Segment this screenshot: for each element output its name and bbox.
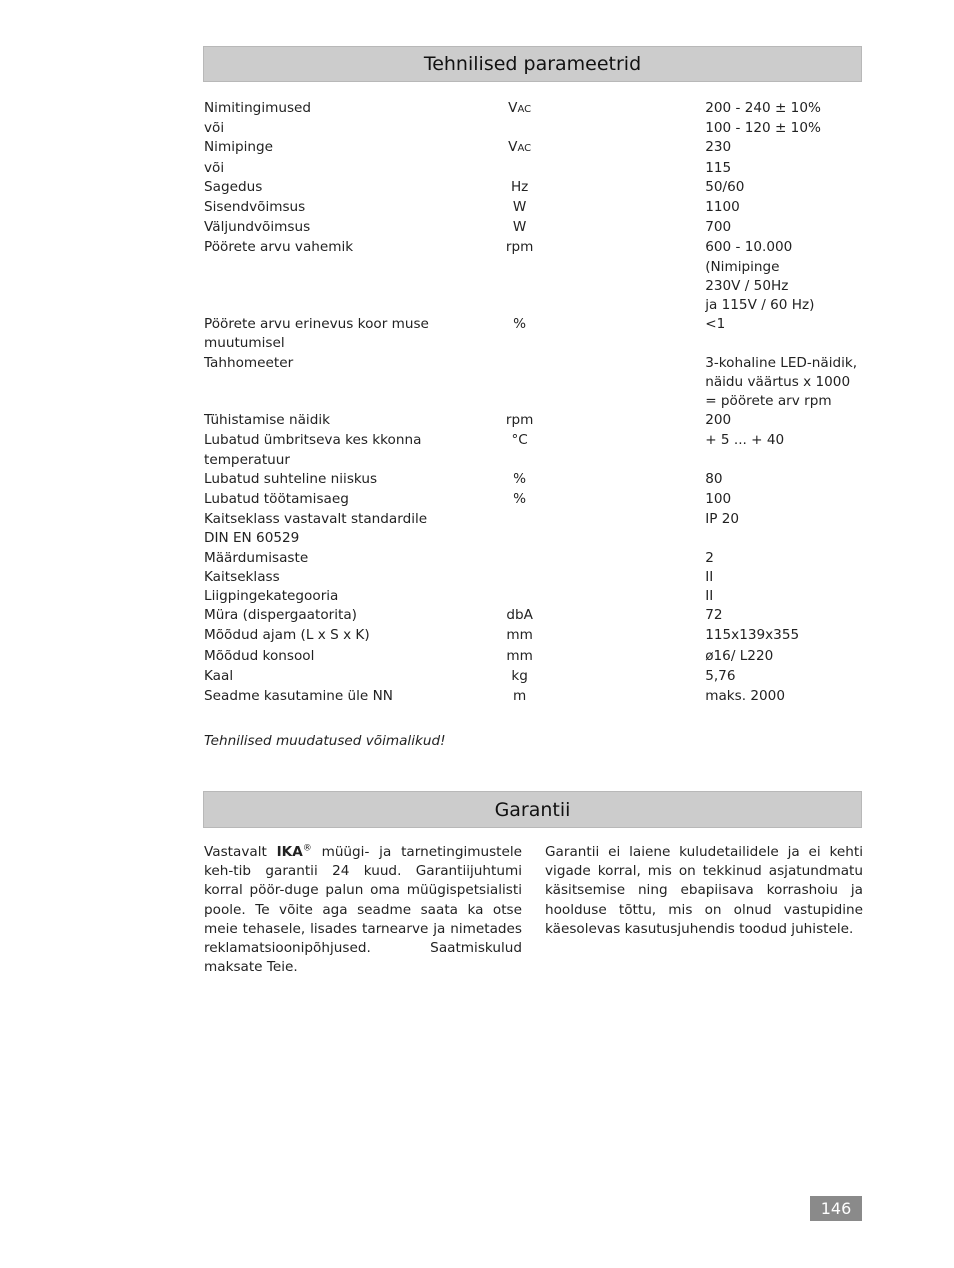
spec-unit [462, 606, 577, 626]
spec-unit [462, 587, 577, 606]
spec-unit-main: dbA [506, 607, 533, 624]
warranty-prefix: Vastavalt [204, 844, 277, 860]
spec-row [204, 568, 864, 587]
spec-unit-main: mm [506, 627, 533, 644]
spec-label: Pöörete arvu vahemik [204, 239, 354, 256]
spec-unit [462, 687, 577, 707]
spec-value: <1 [705, 316, 726, 333]
spec-label: Nimipinge [204, 139, 273, 156]
spec-unit [462, 510, 577, 548]
spec-value: II [705, 588, 714, 605]
spec-unit-main: W [512, 219, 527, 236]
spec-value: 5,76 [705, 667, 736, 684]
spec-row [204, 606, 864, 626]
technical-parameters-heading: Tehnilised parameetrid [203, 46, 862, 82]
spec-value: 600 - 10.000 (Nimipinge 230V / 50Hz ja 115V / 60 Hz) [705, 239, 815, 314]
spec-unit [462, 568, 577, 587]
spec-row [204, 315, 864, 353]
spec-row [204, 411, 864, 431]
spec-value: 50/60 [705, 178, 745, 195]
spec-value: 115x139x355 [705, 627, 800, 644]
spec-label: Lubatud ümbritseva kes kkonna temperatuur [204, 432, 422, 468]
spec-row [204, 470, 864, 490]
spec-unit [462, 490, 577, 510]
warranty-text-right: Garantii ei laiene kuludetailidele ja ei kehti vigade korral, mis on tekkinud asjatundmatu käsitsemise ning ebapiisava korrashoiu ja hoolduse tõttu, mis on olnud vastupidine käesolevas kasutusjuhendis toodud juhistele. [545, 844, 863, 937]
spec-unit-main: V [508, 139, 518, 156]
spec-label: Kaitseklass [204, 568, 280, 585]
spec-value: 80 [705, 470, 723, 487]
spec-label: või [204, 120, 225, 137]
spec-unit-main: W [512, 199, 527, 216]
spec-unit-main: rpm [505, 239, 534, 256]
spec-value: 100 [705, 491, 732, 508]
spec-unit-main: rpm [505, 412, 534, 429]
spec-row [204, 99, 864, 119]
spec-row [204, 626, 864, 646]
spec-row [204, 687, 864, 707]
spec-label: Sagedus [204, 178, 263, 195]
warranty-heading: Garantii [203, 791, 862, 828]
spec-label: Lubatud suhteline niiskus [204, 470, 378, 487]
spec-unit [462, 315, 577, 353]
spec-unit-main: °C [511, 432, 528, 449]
specs-table [204, 99, 864, 707]
spec-unit [462, 647, 577, 667]
spec-label: Nimitingimused [204, 100, 312, 116]
spec-unit-sub: AC [517, 104, 532, 115]
spec-unit [462, 626, 577, 646]
spec-value: 230 [705, 139, 732, 156]
spec-value: 72 [705, 607, 723, 624]
spec-label: või [204, 159, 225, 176]
spec-unit-main: Hz [510, 178, 529, 195]
spec-row [204, 490, 864, 510]
spec-row [204, 510, 864, 548]
spec-row [204, 119, 864, 138]
spec-unit [462, 198, 577, 218]
spec-unit [462, 354, 577, 412]
spec-label: Müra (dispergaatorita) [204, 607, 357, 624]
spec-value: 115 [705, 159, 732, 176]
spec-unit [462, 470, 577, 490]
warranty-text-left [204, 843, 522, 977]
spec-value: 100 - 120 ± 10% [705, 120, 821, 137]
spec-unit-main: V [508, 100, 518, 116]
spec-unit-main: % [513, 316, 527, 333]
spec-row [204, 354, 864, 412]
spec-unit-main: mm [506, 647, 533, 664]
spec-unit [462, 667, 577, 687]
spec-label: Lubatud töötamisaeg [204, 491, 349, 508]
spec-value: maks. 2000 [705, 688, 785, 705]
spec-unit [462, 549, 577, 568]
spec-value: + 5 ... + 40 [705, 432, 785, 449]
spec-label: Väljundvõimsus [204, 219, 311, 236]
spec-value: ø16/ L220 [705, 647, 774, 664]
spec-row [204, 198, 864, 218]
spec-row [204, 549, 864, 568]
spec-label: Kaal [204, 667, 234, 684]
spec-label: Seadme kasutamine üle NN [204, 688, 393, 705]
brand-name: IKA [276, 844, 303, 860]
registered-mark: ® [302, 843, 312, 854]
spec-unit-main: % [513, 491, 527, 508]
spec-label: Mõõdud ajam (L x S x K) [204, 627, 370, 644]
spec-value: 200 - 240 ± 10% [705, 100, 821, 116]
spec-label: Pöörete arvu erinevus koor muse muutumisel [204, 316, 429, 352]
page-number: 146 [810, 1196, 862, 1221]
spec-unit [462, 138, 577, 158]
spec-value: 700 [705, 219, 732, 236]
spec-label: Tahhomeeter [204, 354, 294, 371]
spec-unit-main: m [513, 688, 527, 705]
spec-unit-main: kg [511, 667, 528, 684]
spec-unit [462, 238, 577, 315]
spec-label: Kaitseklass vastavalt standardile DIN EN 60529 [204, 511, 428, 547]
spec-label: Tühistamise näidik [204, 412, 330, 429]
spec-unit [462, 119, 577, 138]
spec-row [204, 218, 864, 238]
spec-value: 3-kohaline LED-näidik, näidu väärtus x 1000 = pöörete arv rpm [705, 354, 858, 410]
spec-unit-main: % [513, 470, 527, 487]
spec-unit [462, 411, 577, 431]
spec-row [204, 159, 864, 178]
spec-row [204, 138, 864, 158]
spec-label: Sisendvõimsus [204, 199, 306, 216]
spec-value: IP 20 [705, 511, 740, 528]
spec-unit-sub: AC [517, 143, 532, 155]
spec-unit [462, 218, 577, 238]
spec-value: 200 [705, 412, 732, 429]
spec-value: 2 [705, 549, 714, 566]
spec-value: II [705, 568, 714, 585]
spec-label: Mõõdud konsool [204, 647, 315, 664]
spec-row [204, 178, 864, 198]
spec-row [204, 587, 864, 606]
spec-row [204, 667, 864, 687]
changes-note: Tehnilised muudatused võimalikud! [204, 733, 446, 749]
spec-row [204, 431, 864, 469]
spec-label: Määrdumisaste [204, 549, 309, 566]
spec-unit [462, 178, 577, 198]
spec-unit [462, 159, 577, 178]
spec-value: 1100 [705, 199, 740, 216]
spec-row [204, 647, 864, 667]
spec-unit [462, 99, 577, 119]
spec-row [204, 238, 864, 315]
spec-label: Liigpingekategooria [204, 588, 339, 605]
warranty-left-body: müügi- ja tarnetingimustele keh-tib garantii 24 kuud. Garantiijuhtumi korral pöör-duge palun oma müügispetsialisti poole. Te võite aga seadme saata ka otse meie tehasele, lisades tarnearve ja nimetades reklamatsioonipõhjused. Saatmiskulud maksate Teie. [204, 844, 522, 976]
spec-unit [462, 431, 577, 469]
